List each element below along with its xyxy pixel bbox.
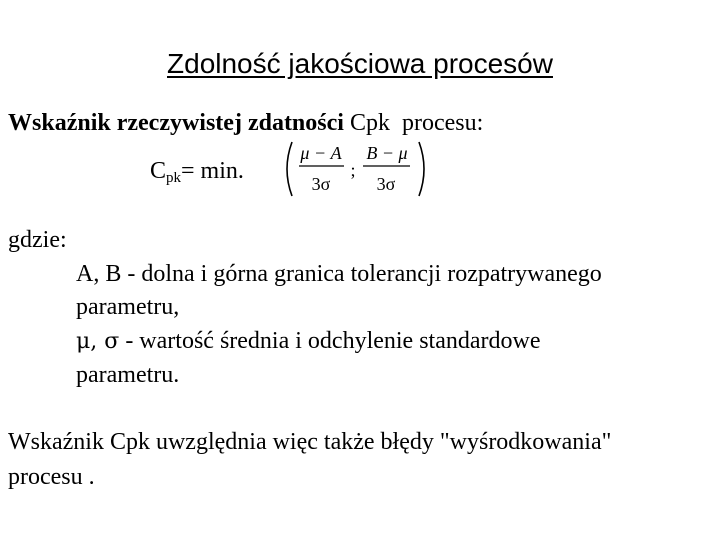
definition-line-4: parametru. <box>76 362 180 388</box>
frac1-denominator: 3σ <box>311 174 331 194</box>
definition-line-3 <box>76 328 541 355</box>
cpk-formula <box>283 140 435 198</box>
cpk-heading-bold: Wskaźnik rzeczywistej zdatności <box>8 110 344 136</box>
left-paren <box>287 142 292 196</box>
note-line-1: Wskaźnik Cpk uwzględnia więc także błędy "wyśrodkowania" <box>8 429 612 455</box>
note-line-2: procesu . <box>8 464 95 490</box>
formula-subscript: pk <box>166 170 182 186</box>
where-label: gdzie: <box>8 227 67 253</box>
cpk-heading-rest: Cpk procesu: <box>343 110 484 136</box>
cpk-heading <box>8 110 483 137</box>
definition-line-3-text: - wartość średnia i odchylenie standardowe <box>119 328 541 354</box>
formula-separator: ; <box>350 160 356 180</box>
frac2-numerator: B − μ <box>366 143 408 163</box>
frac2-denominator: 3σ <box>376 174 396 194</box>
frac1-numerator: μ − A <box>300 143 342 163</box>
definition-line-1: A, B - dolna i górna granica tolerancji rozpatrywanego <box>76 261 602 287</box>
definition-line-2: parametru, <box>76 294 180 320</box>
slide-title: Zdolność jakościowa procesów <box>167 48 553 79</box>
greek-symbols: μ, σ <box>76 329 120 354</box>
formula-lhs <box>150 158 244 187</box>
right-paren <box>419 142 424 196</box>
formula-c: C <box>150 158 167 184</box>
formula-min: = min. <box>181 158 244 184</box>
